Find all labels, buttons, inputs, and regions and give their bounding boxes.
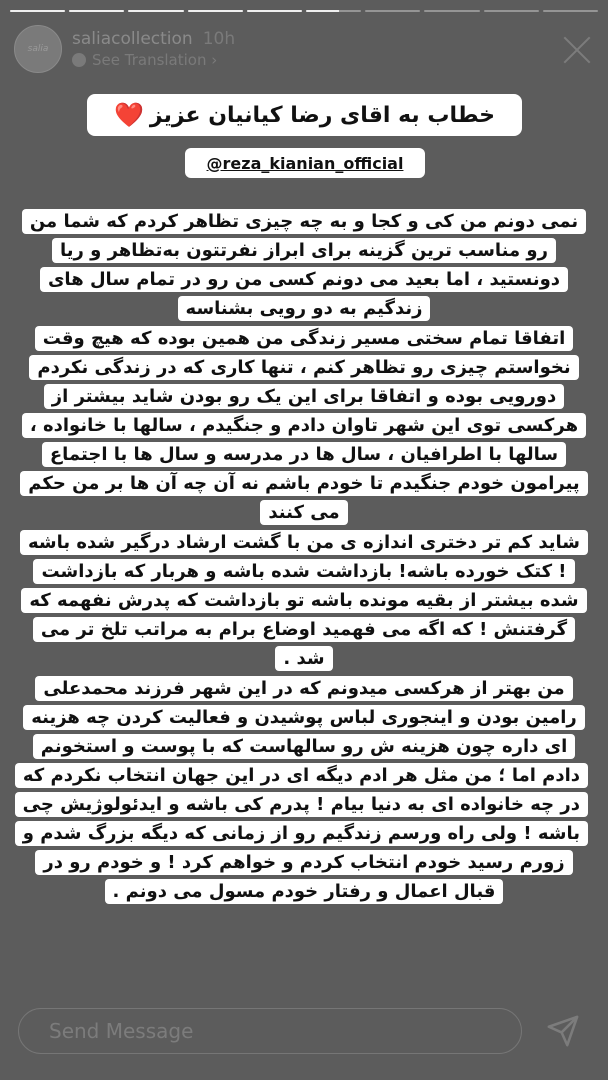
paragraph-3: شاید کم تر دختری اندازه ی من با گشت ارشاد درگیر شده باشه ! کتک خورده باشه! بازداشت شده باشه و هربار که بازداشت شده بیشتر از بقیه مونده باشه تو بازداشت که پدرش نفهمه که گرفتنش ! که اگه می فهمید اوضاع برام به مراتب تلخ تر می شد .	[20, 528, 588, 673]
progress-segment	[424, 10, 479, 12]
avatar[interactable]	[14, 25, 62, 73]
progress-segment	[128, 10, 183, 12]
progress-fill	[69, 10, 124, 12]
avatar-logo-text: salia	[27, 44, 49, 54]
progress-segment	[69, 10, 124, 12]
story-body-text	[20, 207, 588, 907]
title-text: خطاب به اقای رضا کیانیان عزیز	[149, 102, 495, 128]
story-title	[87, 94, 522, 136]
heart-emoji-icon: ❤️	[114, 101, 144, 129]
progress-segment	[247, 10, 302, 12]
mention-tag[interactable]	[185, 148, 425, 178]
story-meta	[72, 29, 235, 69]
progress-segment	[10, 10, 65, 12]
mention-text: @reza_kianian_official	[206, 153, 404, 173]
progress-fill	[306, 10, 339, 12]
see-translation-label: See Translation ›	[92, 51, 218, 69]
username[interactable]: saliacollection	[72, 29, 193, 49]
globe-icon	[72, 53, 86, 67]
send-message-placeholder: Send Message	[49, 1019, 194, 1043]
paragraph-2: اتفاقا تمام سختی مسیر زندگی من همین بوده که هیچ وقت نخواستم چیزی رو تظاهر کنم ، تنها کاری که در زندگی نکردم دورویی بوده و اتفاقا برای این یک رو بودن شاید بیشتر از هرکسی توی این شهر تاوان دادم و جنگیدم ، سالها با خانواده ، سالها با اطرافیان ، سال ها در مدرسه و سال ها با اجتماع پیرامون خودم جنگیدم تا خودم باشم نه آن چه آن ها بر من حکم می کنند	[20, 324, 588, 527]
story-footer	[18, 1002, 590, 1062]
progress-fill	[128, 10, 183, 12]
progress-segment	[484, 10, 539, 12]
progress-segment	[306, 10, 361, 12]
story-progress-bar	[10, 10, 598, 12]
paper-plane-icon[interactable]	[546, 1014, 580, 1048]
paragraph-1: نمی دونم من کی و کجا و به چه چیزی تظاهر کردم که شما من رو مناسب ترین گزینه برای ابراز نفرتتون به‌تظاهر و ریا دونستید ، اما بعید می دونم کسی من رو در تمام سال های زندگیم به دو رویی بشناسه	[20, 207, 588, 323]
close-icon[interactable]	[560, 32, 594, 66]
progress-fill	[247, 10, 302, 12]
send-message-input[interactable]	[18, 1008, 522, 1054]
progress-segment	[188, 10, 243, 12]
progress-fill	[188, 10, 243, 12]
story-header	[14, 26, 594, 72]
progress-segment	[543, 10, 598, 12]
progress-segment	[365, 10, 420, 12]
see-translation-link[interactable]	[72, 51, 235, 69]
progress-fill	[10, 10, 65, 12]
paragraph-4: من بهتر از هرکسی میدونم که در این شهر فرزند محمدعلی رامین بودن و اینجوری لباس پوشیدن و فعالیت کردن چه هزینه ای داره چون هزینه ش رو سالهاست که با پوست و استخونم دادم اما ؛ من مثل هر ادم دیگه ای در این جهان انتخاب نکردم که در چه خانواده ای به دنیا بیام ! پدرم کی باشه و ایدئولوژیش چی باشه ! ولی راه ورسم زندگیم رو از زمانی که دیگه بزرگ شدم و زورم رسید خودم انتخاب کردم و خواهم کرد ! و خودم رو در قبال اعمال و رفتار خودم مسول می دونم .	[20, 674, 588, 906]
post-time: 10h	[202, 29, 236, 49]
